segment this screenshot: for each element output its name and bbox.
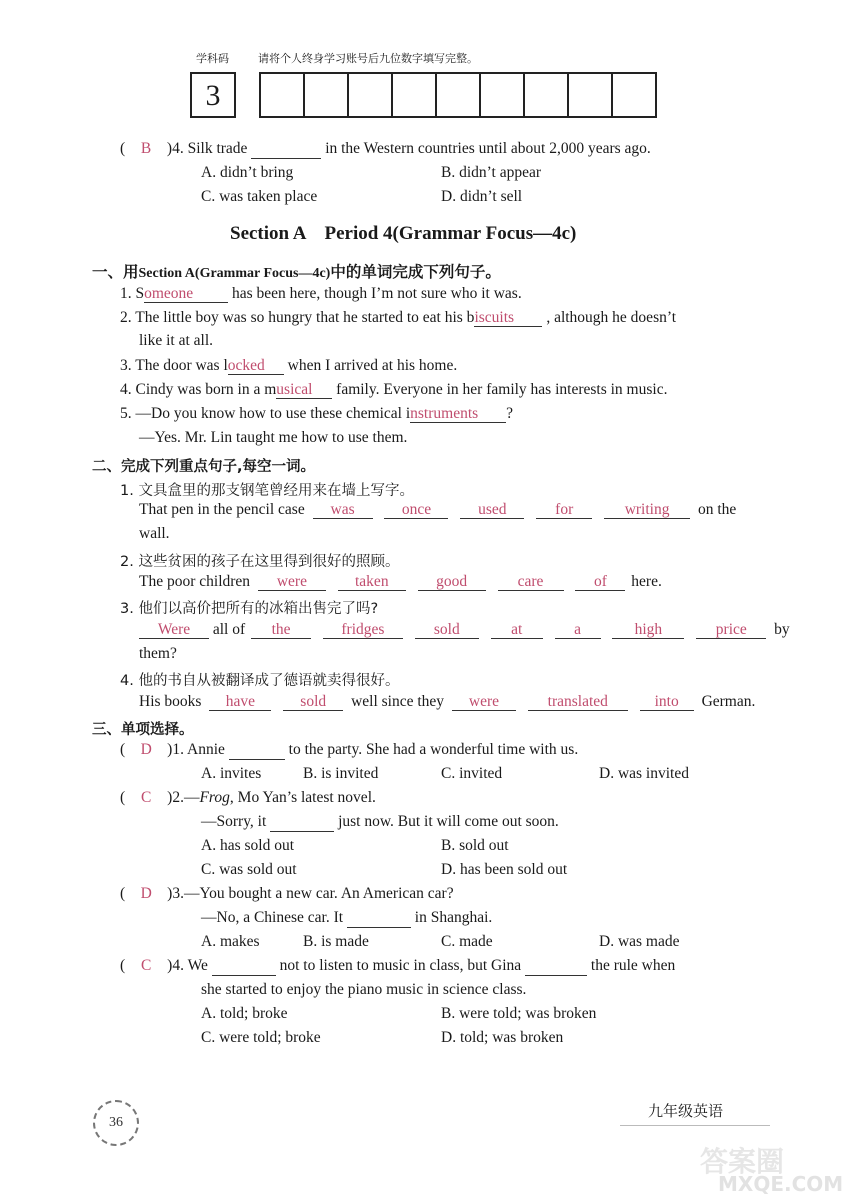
q-text: family. Everyone in her family has interests in music. <box>336 381 668 398</box>
q-text: 4. Cindy was born in a m <box>120 381 277 398</box>
stem-part: in the Western countries until about 2,000 years ago. <box>325 140 651 157</box>
answer-letter: D <box>140 741 152 758</box>
p2-q4-chinese: 4. 他的书自从被翻译成了德语就卖得很好。 <box>120 673 400 689</box>
stem-part: not to listen to music in class, but Gina <box>279 957 522 974</box>
answer-blank[interactable] <box>251 140 321 159</box>
answer-blank[interactable] <box>347 909 411 928</box>
digit-box[interactable] <box>347 72 393 118</box>
answer-blank[interactable]: for <box>536 501 592 519</box>
stem-part: in Shanghai. <box>414 909 493 926</box>
answer-blank[interactable] <box>525 957 587 976</box>
option-a: A. didn’t bring <box>201 164 294 181</box>
stem-part: — <box>183 789 200 806</box>
question-number: )2. <box>167 789 184 806</box>
stem-part: —Sorry, it <box>201 813 267 830</box>
answer-blank[interactable]: writing <box>604 501 690 519</box>
q-text: German. <box>701 693 756 710</box>
p2-q2-english <box>139 573 662 591</box>
stem-part: Annie <box>187 741 225 758</box>
stem-part: just now. But it will come out soon. <box>338 813 559 830</box>
q-text: That pen in the pencil case <box>139 501 305 518</box>
option-c: C. was taken place <box>201 188 318 205</box>
question-number: )3. <box>167 885 184 902</box>
digit-box[interactable] <box>391 72 437 118</box>
digit-box[interactable] <box>611 72 657 118</box>
book-title: 九年级英语 <box>648 1102 724 1120</box>
p3-q2: ( C )2.—Frog, Mo Yan’s latest novel. <box>120 789 376 806</box>
answer-blank[interactable]: omeone <box>144 285 228 303</box>
answer-blank[interactable] <box>229 741 285 760</box>
stem-part: to the party. She had a wonderful time with us. <box>288 741 579 758</box>
option-c: C. invited <box>441 765 503 782</box>
q-text: by <box>774 621 790 638</box>
p1-q4 <box>120 381 667 399</box>
answer-letter: B <box>140 140 152 157</box>
p2-q2-chinese: 2. 这些贫困的孩子在这里得到很好的照顾。 <box>120 554 400 570</box>
q-text: , although he doesn’t <box>546 309 677 326</box>
answer-blank[interactable]: taken <box>338 573 406 591</box>
q-text: when I arrived at his home. <box>287 357 458 374</box>
option-a: A. told; broke <box>201 1005 288 1022</box>
page-number: 36 <box>93 1100 139 1146</box>
p2-q3-english <box>139 621 790 639</box>
option-c: C. made <box>441 933 493 950</box>
p2-q1-chinese: 1. 文具盒里的那支钢笔曾经用来在墙上写字。 <box>120 483 414 499</box>
answer-blank[interactable]: a <box>555 621 601 639</box>
q-text: The poor children <box>139 573 251 590</box>
answer-blank[interactable]: sold <box>415 621 479 639</box>
q-text: ? <box>506 405 514 422</box>
novel-title: Frog <box>199 789 230 806</box>
q-text: all of <box>212 621 246 638</box>
answer-blank[interactable]: of <box>575 573 625 591</box>
answer-blank[interactable]: into <box>640 693 694 711</box>
paren-open: ( <box>120 140 126 157</box>
q-text: 3. The door was l <box>120 357 228 374</box>
option-d: D. was invited <box>599 765 689 782</box>
answer-blank[interactable]: were <box>258 573 326 591</box>
part1-heading <box>92 260 501 282</box>
p1-q3 <box>120 357 457 375</box>
answer-blank[interactable]: was <box>313 501 373 519</box>
option-d: D. didn’t sell <box>441 188 523 205</box>
option-b: B. were told; was broken <box>441 1005 597 1022</box>
heading-text: Section A(Grammar Focus—4c) <box>138 266 331 281</box>
question-number: )4. <box>166 140 184 157</box>
q-text: on the <box>697 501 737 518</box>
answer-blank[interactable]: care <box>498 573 564 591</box>
heading-text: 一、用 <box>92 263 139 281</box>
answer-blank[interactable]: have <box>209 693 271 711</box>
p2-q4-english <box>139 693 755 711</box>
question-number: )4. <box>167 957 184 974</box>
answer-blank[interactable]: usical <box>276 381 332 399</box>
option-d: D. told; was broken <box>441 1029 564 1046</box>
section-title: Section A Period 4(Grammar Focus—4c) <box>230 223 577 244</box>
answer-blank[interactable] <box>212 957 276 976</box>
q-text: here. <box>631 573 662 590</box>
answer-blank[interactable]: good <box>418 573 486 591</box>
p2-q1-line2: wall. <box>139 525 170 542</box>
answer-letter: C <box>141 789 152 806</box>
watermark-url: MXQE.COM <box>718 1172 844 1196</box>
p3-q1: ( D )1. Annie to the party. She had a wonderful time with us. <box>120 741 579 758</box>
answer-blank[interactable]: were <box>452 693 516 711</box>
prev-question-4 <box>120 140 651 159</box>
q-text: 2. The little boy was so hungry that he started to eat his b <box>120 309 475 326</box>
q-text: 5. —Do you know how to use these chemical i <box>120 405 411 422</box>
answer-blank[interactable]: iscuits <box>474 309 542 327</box>
heading-text: 中的单词完成下列句子。 <box>330 263 501 281</box>
p2-q1-english <box>139 501 736 519</box>
answer-blank[interactable]: Were <box>139 621 209 639</box>
q-text: well since they <box>351 693 445 710</box>
account-instruction: 请将个人终身学习账号后九位数字填写完整。 <box>258 52 478 65</box>
stem-part: —No, a Chinese car. It <box>201 909 344 926</box>
answer-blank[interactable]: once <box>384 501 448 519</box>
p3-q3: ( D )3.—You bought a new car. An American car? <box>120 885 454 902</box>
answer-letter: C <box>141 957 152 974</box>
answer-blank[interactable]: the <box>251 621 311 639</box>
q-text: 1. S <box>120 285 145 302</box>
answer-blank[interactable]: sold <box>283 693 343 711</box>
p1-q5-line2: —Yes. Mr. Lin taught me how to use them. <box>139 429 408 446</box>
answer-blank[interactable]: nstruments <box>410 405 506 423</box>
q-text: His books <box>139 693 202 710</box>
option-b: B. is invited <box>303 765 379 782</box>
part3-heading: 三、单项选择。 <box>92 722 194 738</box>
digit-box[interactable] <box>259 72 305 118</box>
answer-blank[interactable]: used <box>460 501 524 519</box>
option-b: B. sold out <box>441 837 509 854</box>
account-number-boxes <box>259 72 657 118</box>
answer-blank[interactable] <box>270 813 334 832</box>
watermark-logo: 答案圈 <box>700 1145 785 1178</box>
stem-part: the rule when <box>590 957 676 974</box>
p1-q1 <box>120 285 522 303</box>
question-number: )1. <box>167 741 184 758</box>
answer-blank[interactable]: price <box>696 621 766 639</box>
option-d: D. has been sold out <box>441 861 568 878</box>
answer-blank[interactable]: translated <box>528 693 628 711</box>
p3-q3-line2 <box>201 909 492 928</box>
q-text: has been here, though I’m not sure who it was. <box>232 285 522 302</box>
subject-code-label: 学科码 <box>196 52 229 65</box>
answer-blank[interactable]: fridges <box>323 621 403 639</box>
answer-blank[interactable]: ocked <box>228 357 284 375</box>
p3-q4: ( C )4. We not to listen to music in class, but Gina the rule when <box>120 957 676 974</box>
option-a: A. has sold out <box>201 837 294 854</box>
option-c: C. were told; broke <box>201 1029 321 1046</box>
option-a: A. invites <box>201 765 262 782</box>
stem-part: We <box>187 957 208 974</box>
digit-box[interactable] <box>567 72 613 118</box>
option-d: D. was made <box>599 933 680 950</box>
answer-letter: D <box>140 885 152 902</box>
p1-q2 <box>120 309 676 327</box>
p3-q2-line2 <box>201 813 559 832</box>
part2-heading: 二、完成下列重点句子,每空一词。 <box>92 459 316 475</box>
p1-q2-line2: like it at all. <box>139 332 214 349</box>
p1-q5 <box>120 405 513 423</box>
digit-box[interactable] <box>303 72 349 118</box>
digit-box[interactable] <box>479 72 525 118</box>
option-c: C. was sold out <box>201 861 297 878</box>
p2-q3-chinese: 3. 他们以高价把所有的冰箱出售完了吗? <box>120 601 379 617</box>
digit-box[interactable] <box>523 72 569 118</box>
answer-blank[interactable]: at <box>491 621 543 639</box>
p2-q3-line2: them? <box>139 645 177 662</box>
option-b: B. didn’t appear <box>441 164 542 181</box>
stem-part: —You bought a new car. An American car? <box>183 885 454 902</box>
subject-code-box: 3 <box>190 72 236 118</box>
option-a: A. makes <box>201 933 260 950</box>
option-b: B. is made <box>303 933 369 950</box>
stem-part: Silk trade <box>187 140 248 157</box>
answer-blank[interactable]: high <box>612 621 684 639</box>
footer-divider <box>620 1125 770 1126</box>
stem-part: , Mo Yan’s latest novel. <box>229 789 376 806</box>
digit-box[interactable] <box>435 72 481 118</box>
p3-q4-line2: she started to enjoy the piano music in science class. <box>201 981 527 998</box>
